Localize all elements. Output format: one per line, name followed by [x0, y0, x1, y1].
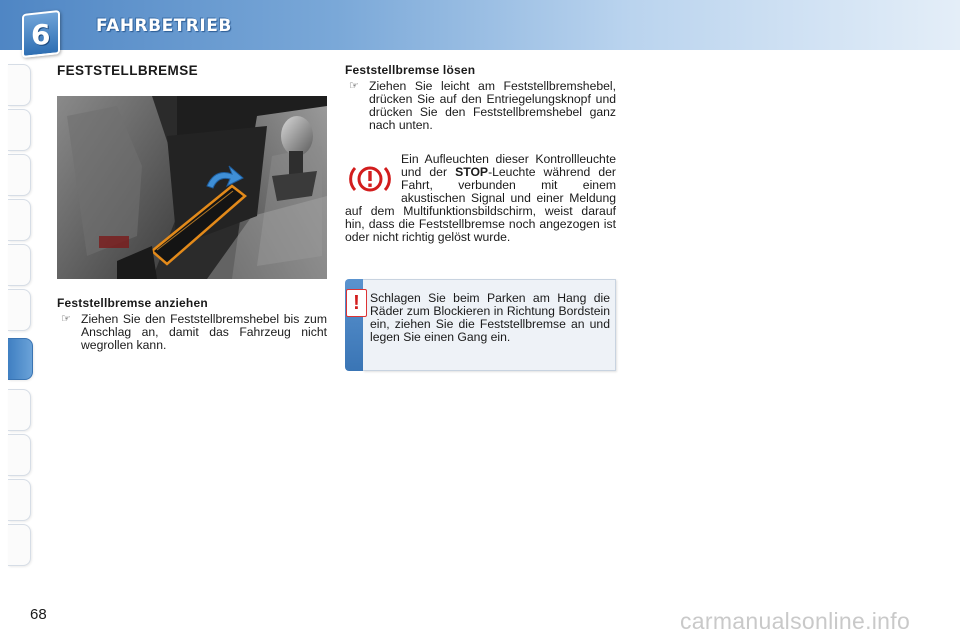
chapter-tab-active[interactable]: [8, 338, 33, 380]
chapter-title: FAHRBETRIEB: [96, 16, 232, 36]
chapter-tab-strip: [8, 64, 32, 576]
apply-brake-section: [57, 296, 327, 352]
chapter-badge: [22, 10, 60, 58]
release-brake-step-text: Ziehen Sie leicht am Feststellbremshebel, drücken Sie auf den Entriegelungsknopf und drücken Sie den Feststellbremshebel ganz nach unten.: [369, 79, 616, 132]
chapter-tab[interactable]: [8, 524, 31, 566]
chapter-tab[interactable]: [8, 434, 31, 476]
release-brake-step: [345, 80, 616, 132]
note-text: Schlagen Sie beim Parken am Hang die Räder zum Blockieren in Richtung Bordstein ein, ziehen Sie die Feststellbremse an und legen Sie einen Gang ein.: [370, 291, 610, 344]
chapter-tab[interactable]: [8, 389, 31, 431]
chapter-tab[interactable]: [8, 154, 31, 196]
apply-brake-step: [57, 313, 327, 352]
chapter-tab[interactable]: [8, 109, 31, 151]
warning-text-before: Ein Aufleuchten dieser Kontrollleuchte und der: [401, 152, 616, 179]
chapter-tab[interactable]: [8, 244, 31, 286]
chapter-tab[interactable]: [8, 479, 31, 521]
release-brake-section: [345, 63, 616, 132]
chapter-tab[interactable]: [8, 199, 31, 241]
chapter-number: 6: [31, 17, 51, 51]
release-brake-heading: Feststellbremse lösen: [345, 63, 476, 77]
parking-note: [345, 279, 617, 371]
chapter-tab[interactable]: [8, 64, 31, 106]
pointing-hand-icon: ☞: [61, 313, 71, 325]
page-number: 68: [30, 606, 47, 623]
chapter-header: [0, 0, 960, 50]
warning-text-bold: STOP: [455, 165, 489, 179]
apply-brake-step-text: Ziehen Sie den Feststellbremshebel bis zum Anschlag an, damit das Fahrzeug nicht wegrollen kann.: [81, 312, 327, 352]
watermark: carmanualsonline.info: [680, 608, 911, 634]
apply-brake-heading: Feststellbremse anziehen: [57, 296, 208, 310]
exclamation-icon: !: [346, 289, 367, 317]
warning-text-after: -Leuchte während der Fahrt, verbunden mit einem akustischen Signal und einer Meldung auf dem Multifunktionsbildschirm, weist darauf hin, dass die Feststellbremse noch angezogen ist oder nicht richtig gelöst wurde.: [345, 165, 616, 244]
warning-paragraph: [345, 153, 616, 244]
pointing-hand-icon: ☞: [349, 80, 359, 92]
brake-warning-icon: [347, 159, 393, 199]
chapter-tab[interactable]: [8, 289, 31, 331]
section-title: FESTSTELLBREMSE: [57, 63, 199, 78]
handbrake-photo: [57, 96, 327, 279]
